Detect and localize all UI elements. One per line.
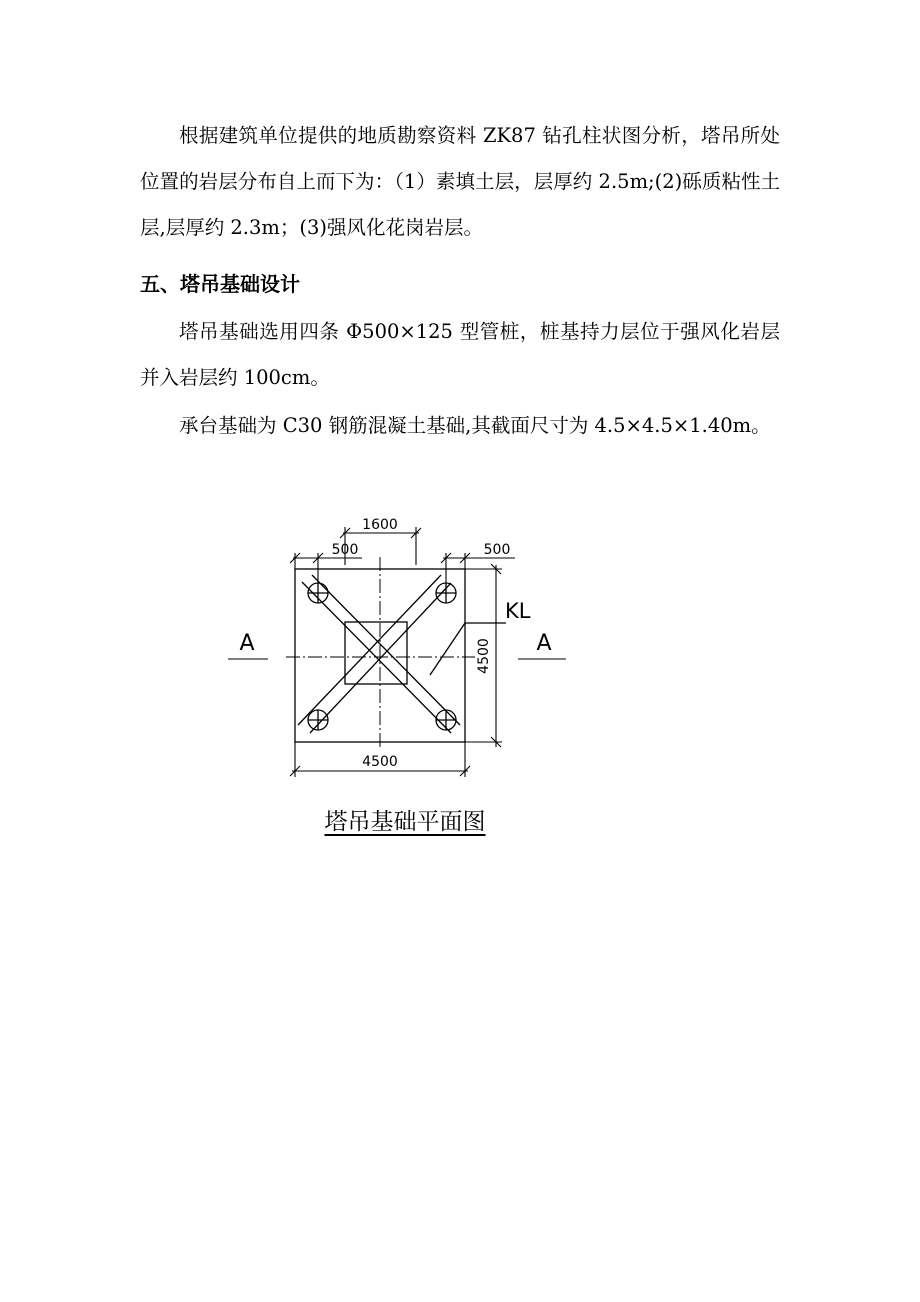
section-heading: 五、塔吊基础设计 [140,272,300,296]
dim-4500-vertical: 4500 [476,638,492,674]
dim-500-left: 500 [331,542,359,558]
dim-4500-horizontal: 4500 [362,754,398,770]
kl-leader [430,623,465,675]
pile-paragraph: 塔吊基础选用四条 Φ500×125 型管桩，桩基持力层位于强风化岩层并入岩层约 100cm。 [140,320,780,389]
foundation-plan-drawing [200,505,620,805]
dim-500-right: 500 [483,542,511,558]
section-mark-left: A [239,631,255,656]
cap-paragraph: 承台基础为 C30 钢筋混凝土基础,其截面尺寸为 4.5×4.5×1.40m。 [179,414,771,437]
dim-1600: 1600 [362,517,398,533]
tower-base-square [345,622,407,684]
beam-label: KL [505,599,531,623]
drawing-caption: 塔吊基础平面图 [324,809,486,835]
geology-paragraph: 根据建筑单位提供的地质勘察资料 ZK87 钻孔柱状图分析，塔吊所处位置的岩层分布自上而下为：（1）素填土层，层厚约 2.5m;(2)砾质粘性土层,层厚约 2.3m；(3)强风化花岗岩层。 [140,124,780,239]
section-mark-right: A [536,631,552,656]
beam-diagonal-3 [298,575,441,725]
